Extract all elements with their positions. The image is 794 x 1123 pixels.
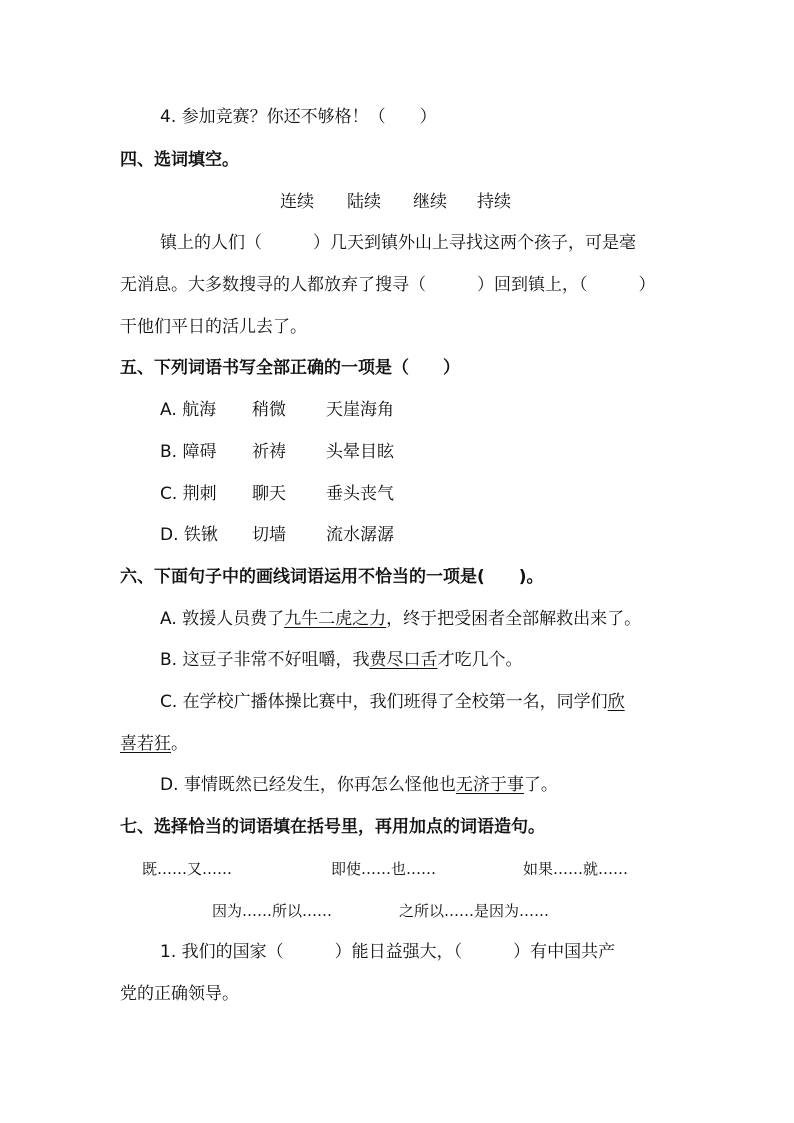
- underlined-phrase: 九牛二虎之力: [284, 609, 387, 629]
- conjunction-pair: 因为……所以……: [212, 902, 333, 920]
- fill-paragraph-line-1: 镇上的人们（ ）几天到镇外山上寻找这两个孩子，可是毫: [160, 233, 636, 253]
- sentence-text: 才吃几个。: [437, 650, 523, 670]
- option-label: C. 荆刺: [160, 484, 217, 504]
- option-word: 流水潺潺: [326, 525, 394, 545]
- sentence-c-line-2: [120, 732, 188, 756]
- option-label: D. 铁锹: [160, 525, 218, 545]
- option-word: 稍微: [252, 400, 286, 420]
- sentence-text: A. 敦援人员费了: [160, 609, 285, 629]
- option-word: 天崖海角: [326, 400, 394, 420]
- conjunction-pair: 如果……就……: [523, 860, 629, 878]
- conjunction-pair: 即使……也……: [331, 860, 437, 878]
- conjunction-pair: 之所以……是因为……: [399, 902, 550, 920]
- word-option: 陆续: [347, 192, 381, 212]
- option-word: 聊天: [252, 484, 286, 504]
- underlined-phrase: 费尽口舌: [369, 650, 438, 670]
- option-word: 切墙: [252, 525, 286, 545]
- question-1-line-1: 1. 我们的国家（ ）能日益强大，（ ）有中国共产: [160, 942, 616, 962]
- underlined-phrase: 无济于事: [455, 775, 524, 795]
- section-6-heading: 六、下面句子中的画线词语运用不恰当的一项是( )。: [120, 567, 544, 587]
- sentence-text: D. 事情既然已经发生，你再怎么怪他也: [160, 775, 456, 795]
- word-option: 继续: [413, 192, 447, 212]
- option-label: B. 障碍: [160, 442, 217, 462]
- fill-paragraph-line-3: 干他们平日的活儿去了。: [120, 317, 307, 337]
- section-5-heading: 五、下列词语书写全部正确的一项是（ ）: [120, 358, 460, 378]
- underlined-phrase: 喜若狂: [120, 734, 171, 754]
- section-7-heading: 七、选择恰当的词语填在括号里，再用加点的词语造句。: [120, 817, 545, 837]
- option-word: 垂头丧气: [326, 484, 394, 504]
- sentence-text: C. 在学校广播体操比赛中，我们班得了全校第一名，同学们: [160, 692, 608, 712]
- sentence-text: 。: [171, 734, 188, 754]
- word-option: 连续: [280, 192, 314, 212]
- question-1-line-2: 党的正确领导。: [120, 984, 239, 1004]
- sentence-text: 了。: [523, 775, 558, 795]
- sentence-b: [160, 648, 522, 672]
- word-option: 持续: [477, 192, 511, 212]
- sentence-text: B. 这豆子非常不好咀嚼，我: [160, 650, 370, 670]
- option-word: 祈祷: [252, 442, 286, 462]
- option-label: A. 航海: [160, 400, 217, 420]
- sentence-d: [160, 773, 558, 797]
- sentence-text: ，终于把受困者全部解救出来了。: [386, 609, 642, 629]
- item-4: 4. 参加竞赛？你还不够格！（ ）: [160, 107, 437, 127]
- fill-paragraph-line-2: 无消息。大多数搜寻的人都放弃了搜寻（ ）回到镇上，（ ）: [120, 275, 656, 295]
- section-4-heading: 四、选词填空。: [120, 150, 239, 170]
- sentence-c-line-1: [160, 690, 625, 714]
- underlined-phrase: 欣: [607, 692, 625, 712]
- conjunction-pair: 既……又……: [142, 860, 233, 878]
- option-word: 头晕目眩: [326, 442, 394, 462]
- sentence-a: [160, 607, 641, 631]
